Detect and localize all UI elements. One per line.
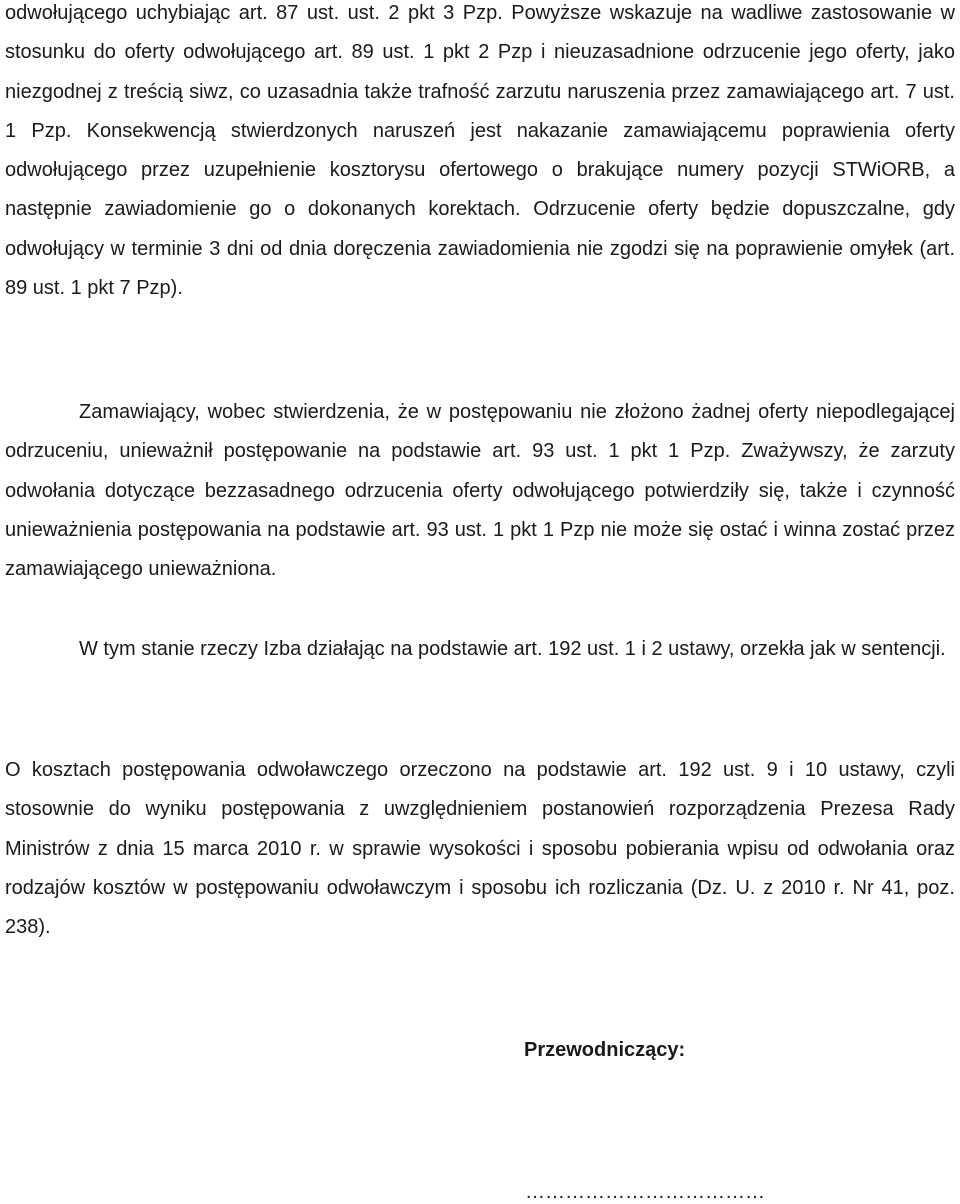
paragraph-costs: O kosztach postępowania odwoławczego orzeczono na podstawie art. 192 ust. 9 i 10 ustawy, czyli stosownie do wyniku postępowania z uwzględnieniem postanowień rozporządzenia Prezesa Rady Ministrów z dnia 15 marca 2010 r. w sprawie wysokości i sposobu pobierania wpisu od odwołania oraz rodzajów kosztów w postępowaniu odwoławczym i sposobu ich rozliczania (Dz. U. z 2010 r. Nr 41, poz. 238). <box>5 759 955 939</box>
paragraph-annulment: Zamawiający, wobec stwierdzenia, że w postępowaniu nie złożono żadnej oferty niepodlegającej odrzuceniu, unieważnił postępowanie na podstawie art. 93 ust. 1 pkt 1 Pzp. Zważywszy, że zarzuty odwołania dotyczące bezzasadnego odrzucenia oferty odwołującego potwierdziły się, także i czynność unieważnienia postępowania na podstawie art. 93 ust. 1 pkt 1 Pzp nie może się ostać i winna zostać przez zamawiającego unieważniona. <box>5 401 955 581</box>
signature-title: Przewodniczący: <box>524 1039 686 1061</box>
paragraph-offer-assessment: odwołującego uchybiając art. 87 ust. ust. 2 pkt 3 Pzp. Powyższe wskazuje na wadliwe zastosowanie w stosunku do oferty odwołującego art. 89 ust. 1 pkt 2 Pzp i nieuzasadnione odrzucenie jego oferty, jako niezgodnej z treścią siwz, co uzasadnia także trafność zarzutu naruszenia przez zamawiającego art. 7 ust. 1 Pzp. Konsekwencją stwierdzonych naruszeń jest nakazanie zamawiającemu poprawienia oferty odwołującego przez uzupełnienie kosztorysu ofertowego o brakujące numery pozycji STWiORB, a następnie zawiadomienie go o dokonanych korektach. Odrzucenie oferty będzie dopuszczalne, gdy odwołujący w terminie 3 dni od dnia doręczenia zawiadomienia nie zgodzi się na poprawienie omyłek (art. 89 ust. 1 pkt 7 Pzp). <box>5 2 955 300</box>
paragraph-ruling-basis: W tym stanie rzeczy Izba działając na podstawie art. 192 ust. 1 i 2 ustawy, orzekła jak w sentencji. <box>79 638 946 660</box>
signature-line: ……………………………… <box>525 1181 765 1203</box>
